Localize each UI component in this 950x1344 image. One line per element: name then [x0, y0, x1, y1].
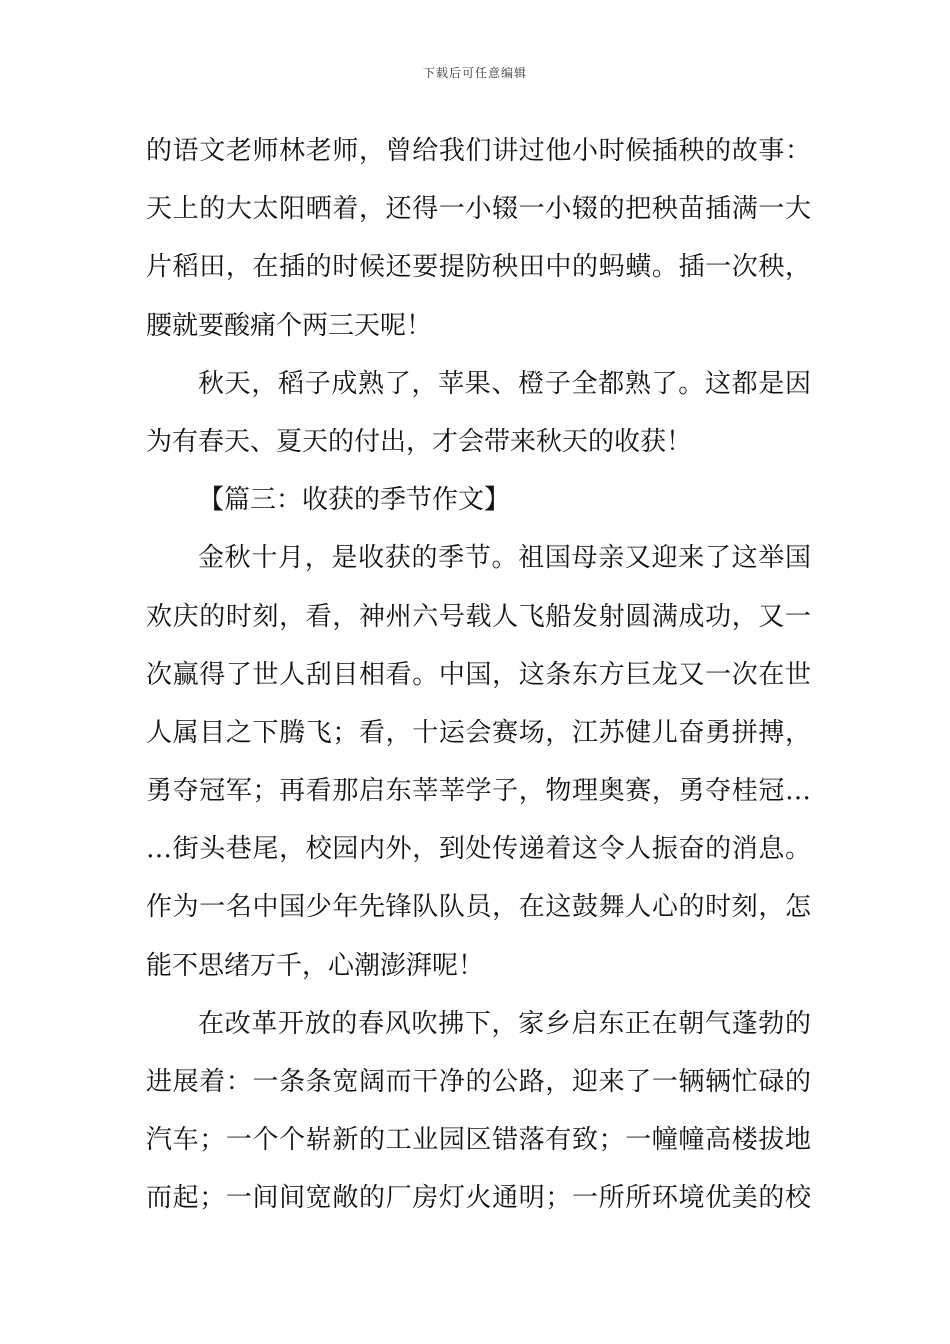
text-line: 为有春天、夏天的付出，才会带来秋天的收获！	[146, 426, 693, 457]
text-line: 作为一名中国少年先锋队队员，在这鼓舞人心的时刻，怎	[146, 892, 811, 923]
text-line: 而起；一间间宽敞的厂房灯火通明；一所所环境优美的校	[146, 1183, 811, 1214]
text-line: 汽车；一个个崭新的工业园区错落有致；一幢幢高楼拔地	[146, 1125, 811, 1156]
text-line: 在改革开放的春风吹拂下，家乡启东正在朝气蓬勃的	[198, 1008, 811, 1039]
text-line: 片稻田，在插的时候还要提防秧田中的蚂蟥。插一次秧，	[146, 252, 811, 283]
text-line: 能不思绪万千，心潮澎湃呢！	[146, 950, 485, 981]
section-heading: 【篇三：收获的季节作文】	[198, 485, 511, 516]
text-line: 天上的大太阳晒着，还得一小辍一小辍的把秧苗插满一大	[146, 194, 811, 225]
text-line: 勇夺冠军；再看那启东莘莘学子，物理奥赛，勇夺桂冠…	[146, 776, 811, 807]
text-line: …街头巷尾，校园内外，到处传递着这令人振奋的消息。	[146, 834, 811, 865]
text-line: 腰就要酸痛个两三天呢！	[146, 310, 433, 341]
text-line: 进展着：一条条宽阔而干净的公路，迎来了一辆辆忙碌的	[146, 1067, 811, 1097]
text-line: 秋天，稻子成熟了，苹果、橙子全都熟了。这都是因	[198, 368, 811, 399]
page-header: 下载后可任意编辑	[422, 66, 527, 80]
text-line: 的语文老师林老师，曾给我们讲过他小时候插秧的故事：	[146, 136, 811, 166]
text-line: 金秋十月，是收获的季节。祖国母亲又迎来了这举国	[198, 543, 811, 574]
text-line: 次赢得了世人刮目相看。中国，这条东方巨龙又一次在世	[146, 659, 811, 690]
text-line: 欢庆的时刻，看，神州六号载人飞船发射圆满成功，又一	[146, 601, 811, 632]
text-line: 人属目之下腾飞；看，十运会赛场，江苏健儿奋勇拼搏，	[146, 717, 811, 748]
document-body	[146, 122, 811, 1228]
